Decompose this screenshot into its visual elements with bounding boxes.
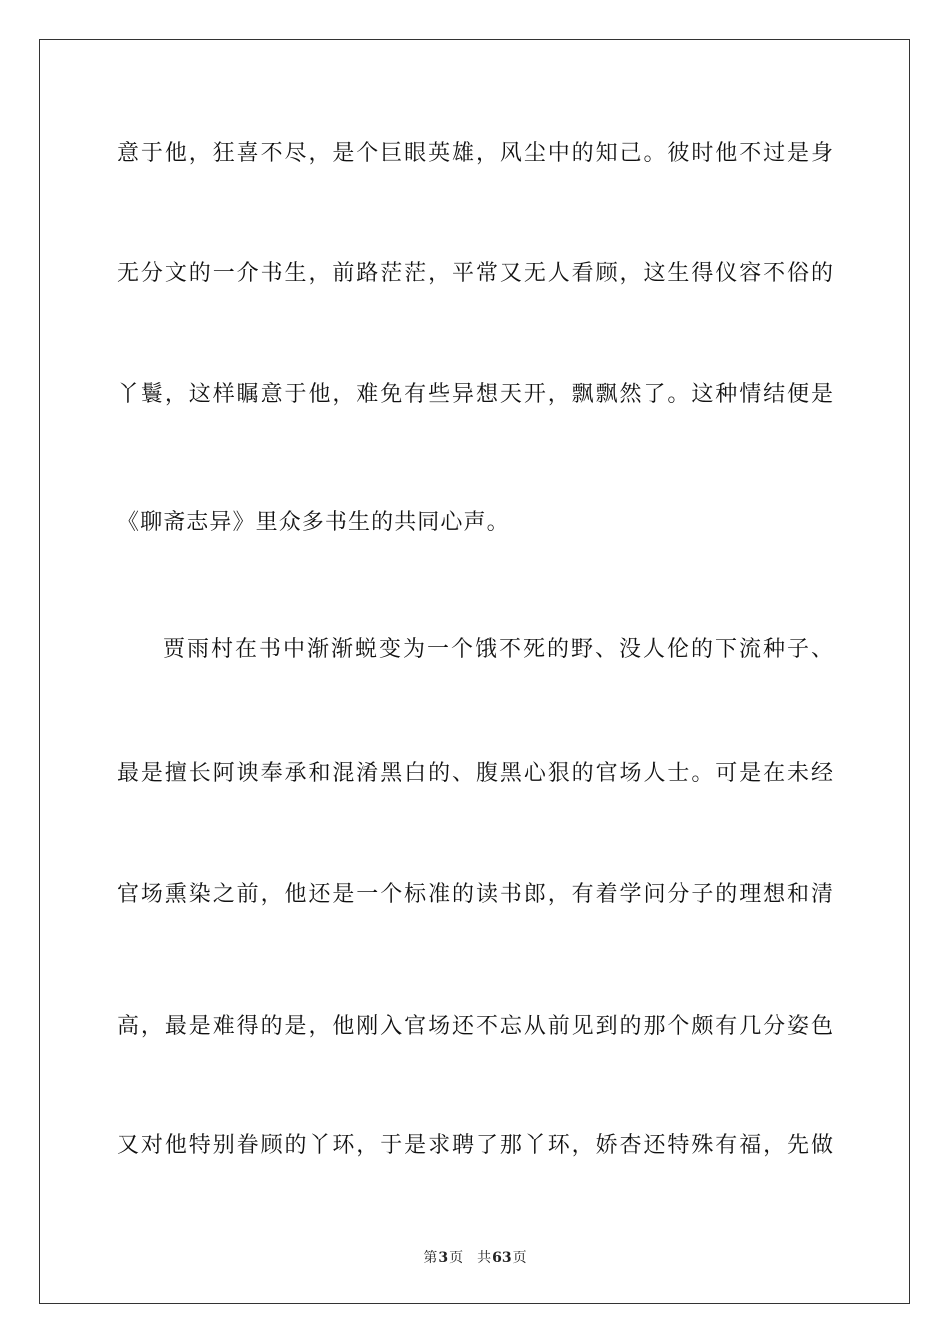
text-line-8: 高，最是难得的是，他刚入官场还不忘从前见到的那个颇有几分姿色 <box>117 1014 833 1039</box>
footer-total-suffix: 页 <box>512 1250 527 1266</box>
footer-total-prefix: 共 <box>477 1250 492 1266</box>
text-line-5: 贾雨村在书中渐渐蜕变为一个饿不死的野、没人伦的下流种子、 <box>163 637 833 662</box>
text-line-4: 《聊斋志异》里众多书生的共同心声。 <box>117 510 510 535</box>
text-line-2: 无分文的一介书生，前路茫茫，平常又无人看顾，这生得仪容不俗的 <box>117 261 833 286</box>
text-line-9: 又对他特别眷顾的丫环，于是求聘了那丫环，娇杏还特殊有福，先做 <box>117 1133 833 1158</box>
text-line-6: 最是擅长阿谀奉承和混淆黑白的、腹黑心狠的官场人士。可是在未经 <box>117 761 833 786</box>
text-line-7: 官场熏染之前，他还是一个标准的读书郎，有着学问分子的理想和清 <box>117 882 833 907</box>
page-footer <box>0 1249 950 1267</box>
footer-page-prefix: 第 <box>423 1250 438 1266</box>
footer-page-suffix: 页 <box>449 1250 464 1266</box>
text-line-3: 丫鬟，这样瞩意于他，难免有些异想天开，飘飘然了。这种情结便是 <box>117 382 833 407</box>
footer-page-number: 3 <box>438 1250 449 1266</box>
text-line-1: 意于他，狂喜不尽，是个巨眼英雄，风尘中的知己。彼时他不过是身 <box>117 141 833 166</box>
footer-total-pages: 63 <box>492 1250 512 1266</box>
page-border <box>39 39 910 1304</box>
